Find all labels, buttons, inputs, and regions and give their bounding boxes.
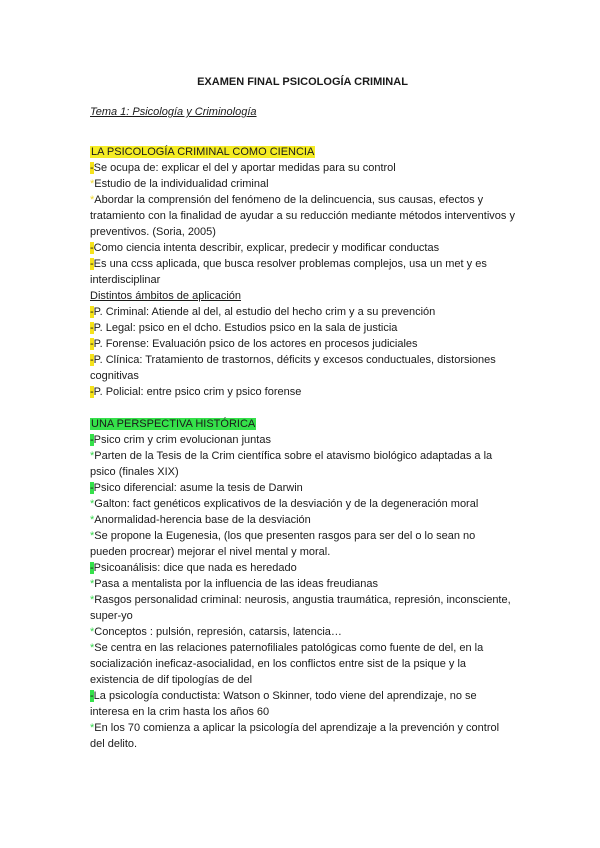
list-item-text: Psico diferencial: asume la tesis de Darwin xyxy=(93,482,303,494)
section-heading-text: LA PSICOLOGÍA CRIMINAL COMO CIENCIA xyxy=(91,146,315,158)
list-item xyxy=(90,496,515,512)
list-item-text: Psico crim y crim evolucionan juntas xyxy=(93,434,271,446)
section-heading-ciencia xyxy=(90,144,515,160)
list-item xyxy=(90,160,515,176)
list-item-text: Se ocupa de: explicar el del y aportar medidas para su control xyxy=(93,162,396,174)
list-item xyxy=(90,528,515,560)
bullet-marker: - xyxy=(90,322,94,334)
list-item xyxy=(90,320,515,336)
list-item-text: Abordar la comprensión del fenómeno de la delincuencia, sus causas, efectos y tratamiento con la finalidad de ayudar a su reducción mediante métodos interventivos y preventivos. (Soria, 2005) xyxy=(90,194,515,238)
bullet-marker: - xyxy=(90,562,94,574)
list-item xyxy=(90,304,515,320)
list-item xyxy=(90,336,515,352)
list-item-text: Parten de la Tesis de la Crim científica sobre el atavismo biológico adaptadas a la psico (finales XIX) xyxy=(90,450,493,478)
list-item-text: Como ciencia intenta describir, explicar, predecir y modificar conductas xyxy=(93,242,440,254)
bullet-marker: * xyxy=(90,498,95,510)
bullet-marker: * xyxy=(90,722,95,734)
bullet-marker: - xyxy=(90,258,94,270)
list-item xyxy=(90,176,515,192)
document-content xyxy=(90,74,515,752)
list-item xyxy=(90,384,515,400)
list-item xyxy=(90,448,515,480)
list-item xyxy=(90,480,515,496)
list-item xyxy=(90,720,515,752)
list-item-text: P. Legal: psico en el dcho. Estudios psico en la sala de justicia xyxy=(93,322,398,334)
list-item-text: La psicología conductista: Watson o Skinner, todo viene del aprendizaje, no se interesa en la crim hasta los años 60 xyxy=(90,690,477,718)
list-item xyxy=(90,240,515,256)
section-heading-text: UNA PERSPECTIVA HISTÓRICA xyxy=(91,418,256,430)
list-item-text: P. Clínica: Tratamiento de trastornos, déficits y excesos conductuales, distorsiones cognitivas xyxy=(90,354,496,382)
bullet-marker: - xyxy=(90,162,94,174)
list-item-text: Es una ccss aplicada, que busca resolver problemas complejos, usa un met y es interdisciplinar xyxy=(90,258,487,286)
list-item-text: Rasgos personalidad criminal: neurosis, angustia traumática, represión, inconsciente, super-yo xyxy=(90,594,511,622)
list-item xyxy=(90,432,515,448)
bullet-marker: * xyxy=(90,578,95,590)
bullet-marker: * xyxy=(90,530,95,542)
bullet-marker: - xyxy=(90,306,94,318)
section-heading-historica xyxy=(90,416,515,432)
document-title: EXAMEN FINAL PSICOLOGÍA CRIMINAL xyxy=(197,76,408,88)
ambitos-list xyxy=(90,304,515,400)
list-item xyxy=(90,560,515,576)
list-item-text: En los 70 comienza a aplicar la psicología del aprendizaje a la prevención y control del delito. xyxy=(90,722,500,750)
bullet-marker: * xyxy=(90,514,95,526)
list-item-text: Psicoanálisis: dice que nada es heredado xyxy=(93,562,297,574)
list-item xyxy=(90,512,515,528)
bullet-marker: - xyxy=(90,482,94,494)
subheading-ambitos: Distintos ámbitos de aplicación xyxy=(90,290,242,302)
list-item xyxy=(90,352,515,384)
bullet-marker: * xyxy=(90,194,95,206)
bullet-marker: * xyxy=(90,178,95,190)
list-item-text: Pasa a mentalista por la influencia de las ideas freudianas xyxy=(94,578,379,590)
bullet-marker: - xyxy=(90,242,94,254)
list-item xyxy=(90,192,515,240)
list-item xyxy=(90,256,515,288)
bullet-marker: - xyxy=(90,690,94,702)
list-item-text: Se centra en las relaciones paternofiliales patológicas como fuente de del, en la socialización ineficaz-asocialidad, en los conflictos entre sist de la psique y la existencia de dif tipologías de del xyxy=(90,642,484,686)
section1-list xyxy=(90,160,515,288)
list-item-text: P. Forense: Evaluación psico de los actores en procesos judiciales xyxy=(93,338,418,350)
list-item-text: Estudio de la individualidad criminal xyxy=(94,178,269,190)
bullet-marker: * xyxy=(90,626,95,638)
bullet-marker: * xyxy=(90,594,95,606)
bullet-marker: - xyxy=(90,354,94,366)
list-item-text: P. Policial: entre psico crim y psico forense xyxy=(93,386,302,398)
list-item-text: P. Criminal: Atiende al del, al estudio del hecho crim y a su prevención xyxy=(93,306,436,318)
list-item xyxy=(90,688,515,720)
list-item xyxy=(90,640,515,688)
section-spacer xyxy=(90,400,515,416)
bullet-marker: - xyxy=(90,386,94,398)
list-item xyxy=(90,592,515,624)
list-item-text: Se propone la Eugenesia, (los que presenten rasgos para ser del o lo sean no pueden procrear) mejorar el nivel mental y moral. xyxy=(90,530,476,558)
list-item xyxy=(90,576,515,592)
section2-list xyxy=(90,432,515,752)
bullet-marker: * xyxy=(90,450,95,462)
list-item xyxy=(90,624,515,640)
tema-heading: Tema 1: Psicología y Criminología xyxy=(90,106,257,118)
list-item-text: Conceptos : pulsión, represión, catarsis, latencia… xyxy=(94,626,342,638)
list-item-text: Galton: fact genéticos explicativos de la desviación y de la degeneración moral xyxy=(94,498,479,510)
bullet-marker: - xyxy=(90,434,94,446)
list-item-text: Anormalidad-herencia base de la desviación xyxy=(94,514,311,526)
bullet-marker: - xyxy=(90,338,94,350)
bullet-marker: * xyxy=(90,642,95,654)
